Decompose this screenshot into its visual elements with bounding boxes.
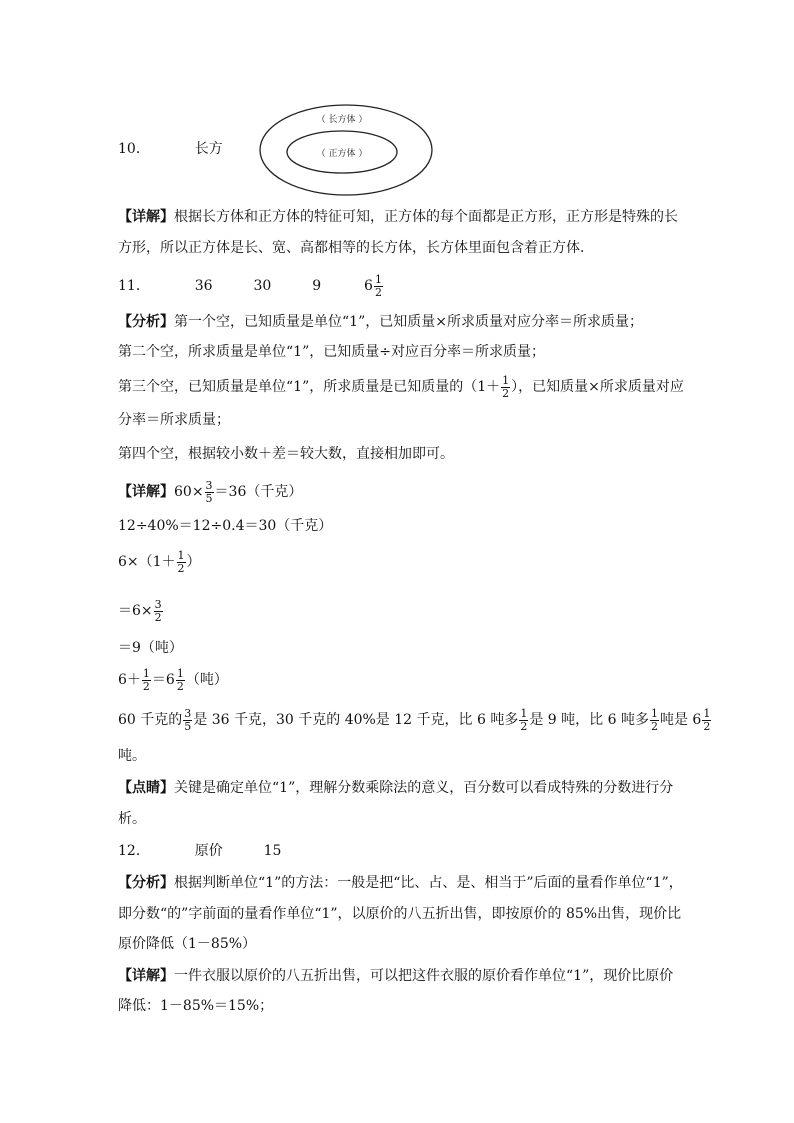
q11-answer-line <box>118 272 384 300</box>
summary-c: 是 9 吨，比 6 吨多 <box>529 712 649 728</box>
fraction-one-half: $\frac{1}{2}$ <box>177 548 185 575</box>
q11-analysis-text-1: 第一个空，已知质量是单位“1”，已知质量×所求质量对应分率＝所求质量； <box>174 314 643 330</box>
calc-3a: 6×（1＋ <box>118 554 176 570</box>
analysis-tag: 【分析】 <box>118 314 174 330</box>
q11-detail-line-1 <box>118 478 302 506</box>
detail-tag: 【详解】 <box>118 484 174 500</box>
calc-1a: 60× <box>174 484 204 500</box>
calc-6b: ＝6 <box>151 672 175 688</box>
analysis-tag: 【分析】 <box>118 875 174 891</box>
calc-1b: ＝36（千克） <box>214 484 303 500</box>
q11-calc-line-6 <box>118 666 228 694</box>
q11-analysis-line-3 <box>118 373 684 401</box>
fraction-one-half: $\frac{1}{2}$ <box>703 706 711 733</box>
q12-answer-line <box>118 841 281 861</box>
q12-detail-line-1 <box>118 966 673 986</box>
calc-5: ＝9（吨） <box>118 640 183 656</box>
fraction-one-half: $\frac{1}{2}$ <box>142 666 150 693</box>
calc-3b: ） <box>186 554 201 570</box>
q12-detail-line-2 <box>118 996 273 1016</box>
q11-analysis-text-5: 第四个空，根据较小数＋差＝较大数，直接相加即可。 <box>118 446 454 462</box>
summary-e: 吨。 <box>118 748 146 764</box>
q11-calc-line-4 <box>118 597 164 625</box>
q12-answer-2: 15 <box>263 843 282 859</box>
q11-key-text-1: 关键是确定单位“1”，理解分数乘除法的意义，百分数可以看成特殊的分数进行分 <box>174 780 674 796</box>
inner-set-label: （ 正方体 ） <box>316 149 368 159</box>
calc-4a: ＝6× <box>118 603 153 619</box>
q11-calc-line-2 <box>118 516 332 536</box>
fraction-one-half: $\frac{1}{2}$ <box>176 666 184 693</box>
q11-analysis-text-2: 第二个空，所求质量是单位“1”，已知质量÷对应百分率＝所求质量； <box>118 344 545 360</box>
q12-number: 12． <box>118 843 150 859</box>
fraction-three-halves: $\frac{3}{2}$ <box>154 597 162 624</box>
fraction-three-fifths: $\frac{3}{5}$ <box>205 478 213 505</box>
q12-analysis-text-2: 即分数“的”字前面的量看作单位“1”，以原价的八五折出售，即按原价的 85%出售，现价比 <box>118 906 682 922</box>
fraction-one-half: $\frac{1}{2}$ <box>520 706 528 733</box>
q11-analysis-line-4 <box>118 410 230 430</box>
summary-a: 60 千克的 <box>118 712 183 728</box>
q11-calc-line-5 <box>118 638 183 658</box>
q11-analysis-text-3a: 第三个空，已知质量是单位“1”，所求质量是已知质量的（1＋ <box>118 379 501 395</box>
q11-answer-2: 30 <box>253 278 272 294</box>
q11-summary-line-2 <box>118 746 146 766</box>
fraction-one-half: $\frac{1}{2}$ <box>374 272 382 299</box>
q11-number: 11． <box>118 278 150 294</box>
q10-detail-text-2: 方形，所以正方体是长、宽、高都相等的长方体，长方体里面包含着正方体． <box>118 240 594 256</box>
q12-analysis-text-3: 原价降低（1－85%） <box>118 936 257 952</box>
q10-detail-text-1: 根据长方体和正方体的特征可知，正方体的每个面都是正方形，正方形是特殊的长 <box>174 209 678 225</box>
q10-number: 10． <box>118 141 150 157</box>
q11-answer-1: 36 <box>194 278 213 294</box>
q12-detail-text-2: 降低：1－85%＝15%； <box>118 998 274 1014</box>
summary-b: 是 36 千克，30 千克的 40%是 12 千克，比 6 吨多 <box>193 712 519 728</box>
summary-d: 吨是 6 <box>659 712 702 728</box>
q12-analysis-line-2 <box>118 904 681 924</box>
fraction-three-fifths: $\frac{3}{5}$ <box>184 706 192 733</box>
q11-key-text-2: 析。 <box>118 811 146 827</box>
q11-analysis-text-4: 分率＝所求质量； <box>118 412 230 428</box>
fraction-one-half: $\frac{1}{2}$ <box>502 373 510 400</box>
q11-key-line-2 <box>118 809 146 829</box>
key-point-tag: 【点睛】 <box>118 780 174 796</box>
calc-6a: 6＋ <box>118 672 141 688</box>
q10-detail-line-2 <box>118 238 594 258</box>
q11-answer-4: 6 <box>364 278 373 294</box>
outer-set-label: （ 长方体 ） <box>316 115 368 125</box>
q11-calc-line-3 <box>118 548 201 576</box>
calc-2: 12÷40%＝12÷0.4＝30（千克） <box>118 518 333 534</box>
q10-inclusion-diagram <box>256 100 436 200</box>
q11-key-line-1 <box>118 778 673 798</box>
detail-tag: 【详解】 <box>118 209 174 225</box>
q10-detail-line-1 <box>118 207 678 227</box>
fraction-one-half: $\frac{1}{2}$ <box>650 706 658 733</box>
q11-summary-line <box>118 706 712 734</box>
q12-answer-1: 原价 <box>194 843 223 859</box>
q11-analysis-line-5 <box>118 444 454 464</box>
q12-analysis-line-3 <box>118 934 256 954</box>
q12-analysis-text-1: 根据判断单位“1”的方法：一般是把“比、占、是、相当于”后面的量看作单位“1”， <box>174 875 683 891</box>
q11-answer-3: 9 <box>312 278 322 294</box>
q11-analysis-line-1 <box>118 312 643 332</box>
q10-answer: 长方 <box>194 141 223 157</box>
detail-tag: 【详解】 <box>118 968 174 984</box>
q12-analysis-line-1 <box>118 873 683 893</box>
q11-analysis-line-2 <box>118 342 545 362</box>
q10-answer-line <box>118 139 223 159</box>
q11-analysis-text-3b: ），已知质量×所求质量对应 <box>511 379 684 395</box>
calc-6c: （吨） <box>185 672 228 688</box>
q12-detail-text-1: 一件衣服以原价的八五折出售，可以把这件衣服的原价看作单位“1”，现价比原价 <box>174 968 674 984</box>
